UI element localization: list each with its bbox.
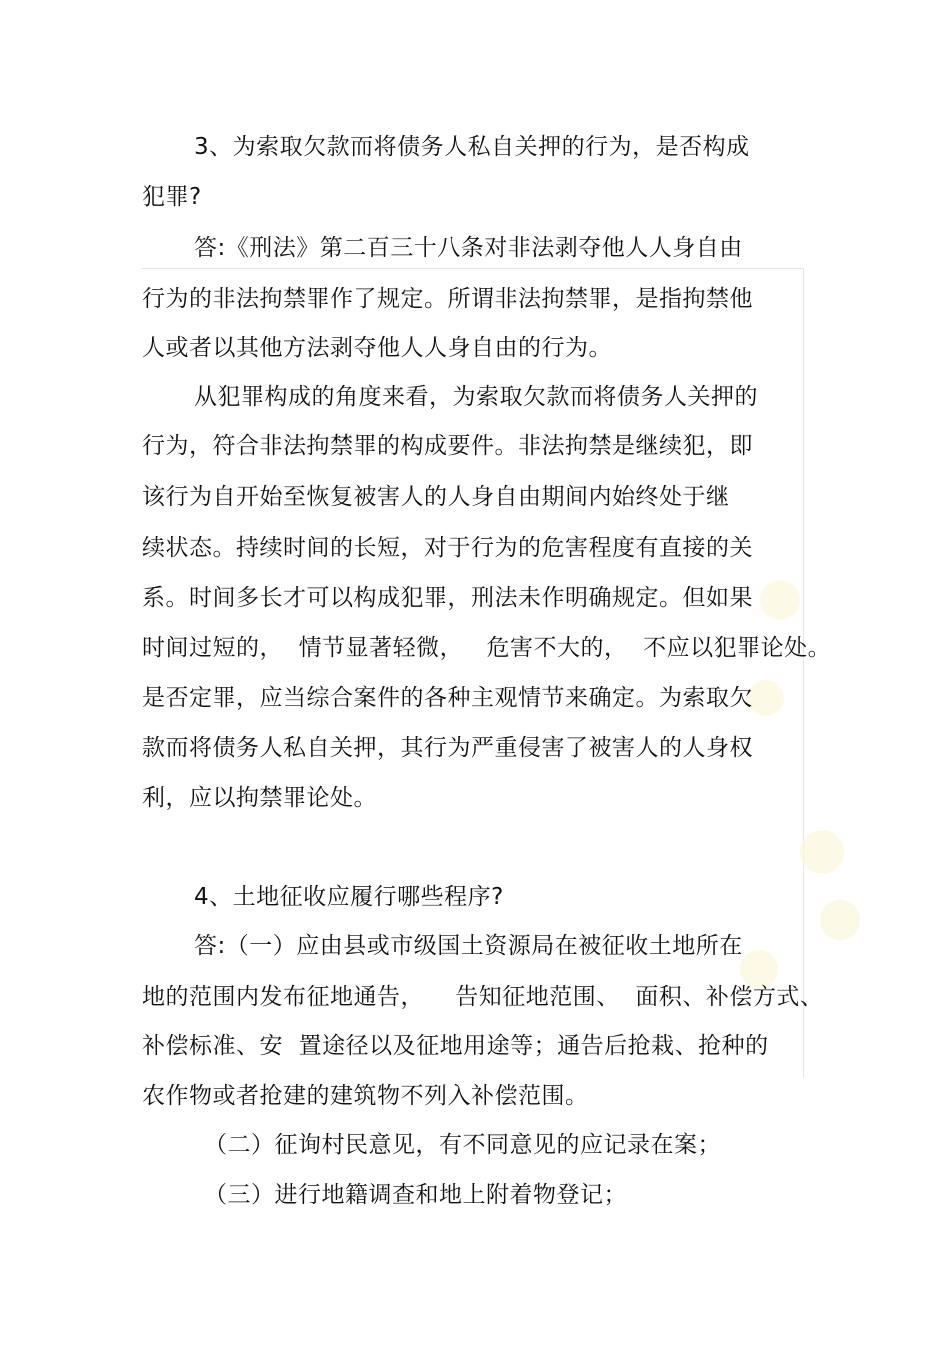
answer-3-line: 时间过短的， 情节显著轻微， 危害不大的， 不应以犯罪论处。	[142, 635, 832, 661]
answer-3-line: 续状态。持续时间的长短，对于行为的危害程度有直接的关	[142, 535, 753, 561]
answer-4-line: 地的范围内发布征地通告， 告知征地范围、 面积、补偿方式、	[142, 984, 824, 1010]
answer-4-line: 补偿标准、安 置途径以及征地用途等；通告后抢栽、抢种的	[142, 1033, 769, 1059]
answer-3-line: 行为的非法拘禁罪作了规定。所谓非法拘禁罪，是指拘禁他	[142, 286, 753, 312]
answer-4-line: 农作物或者抢建的建筑物不列入补偿范围。	[142, 1083, 589, 1109]
answer-3-line: 款而将债务人私自关押，其行为严重侵害了被害人的人身权	[142, 735, 753, 761]
answer-3-line: 行为，符合非法拘禁罪的构成要件。非法拘禁是继续犯，即	[142, 433, 753, 459]
question-3-title-cont: 犯罪?	[142, 184, 202, 210]
paper-stain	[820, 900, 860, 940]
paper-stain	[800, 830, 844, 874]
paper-stain	[760, 580, 800, 620]
answer-3-line: 答:《刑法》第二百三十八条对非法剥夺他人人身自由	[194, 235, 743, 261]
answer-4-line: 答:（一）应由县或市级国土资源局在被征收土地所在	[194, 933, 743, 959]
paper-stain	[748, 680, 784, 716]
question-3-title: 3、为索取欠款而将债务人私自关押的行为，是否构成	[194, 134, 750, 160]
answer-4-line: （二）征询村民意见，有不同意见的应记录在案；	[204, 1132, 721, 1158]
answer-3-line: 从犯罪构成的角度来看，为索取欠款而将债务人关押的	[194, 384, 758, 410]
answer-3-line: 系。时间多长才可以构成犯罪，刑法未作明确规定。但如果	[142, 585, 753, 611]
answer-3-line: 该行为自开始至恢复被害人的人身自由期间内始终处于继	[142, 484, 730, 510]
answer-4-line: （三）进行地籍调查和地上附着物登记；	[204, 1182, 627, 1208]
answer-3-line: 人或者以其他方法剥夺他人人身自由的行为。	[142, 335, 612, 361]
question-4-title: 4、土地征收应履行哪些程序?	[194, 884, 504, 910]
answer-3-line: 是否定罪，应当综合案件的各种主观情节来确定。为索取欠	[142, 685, 753, 711]
answer-3-line: 利，应以拘禁罪论处。	[142, 785, 377, 811]
